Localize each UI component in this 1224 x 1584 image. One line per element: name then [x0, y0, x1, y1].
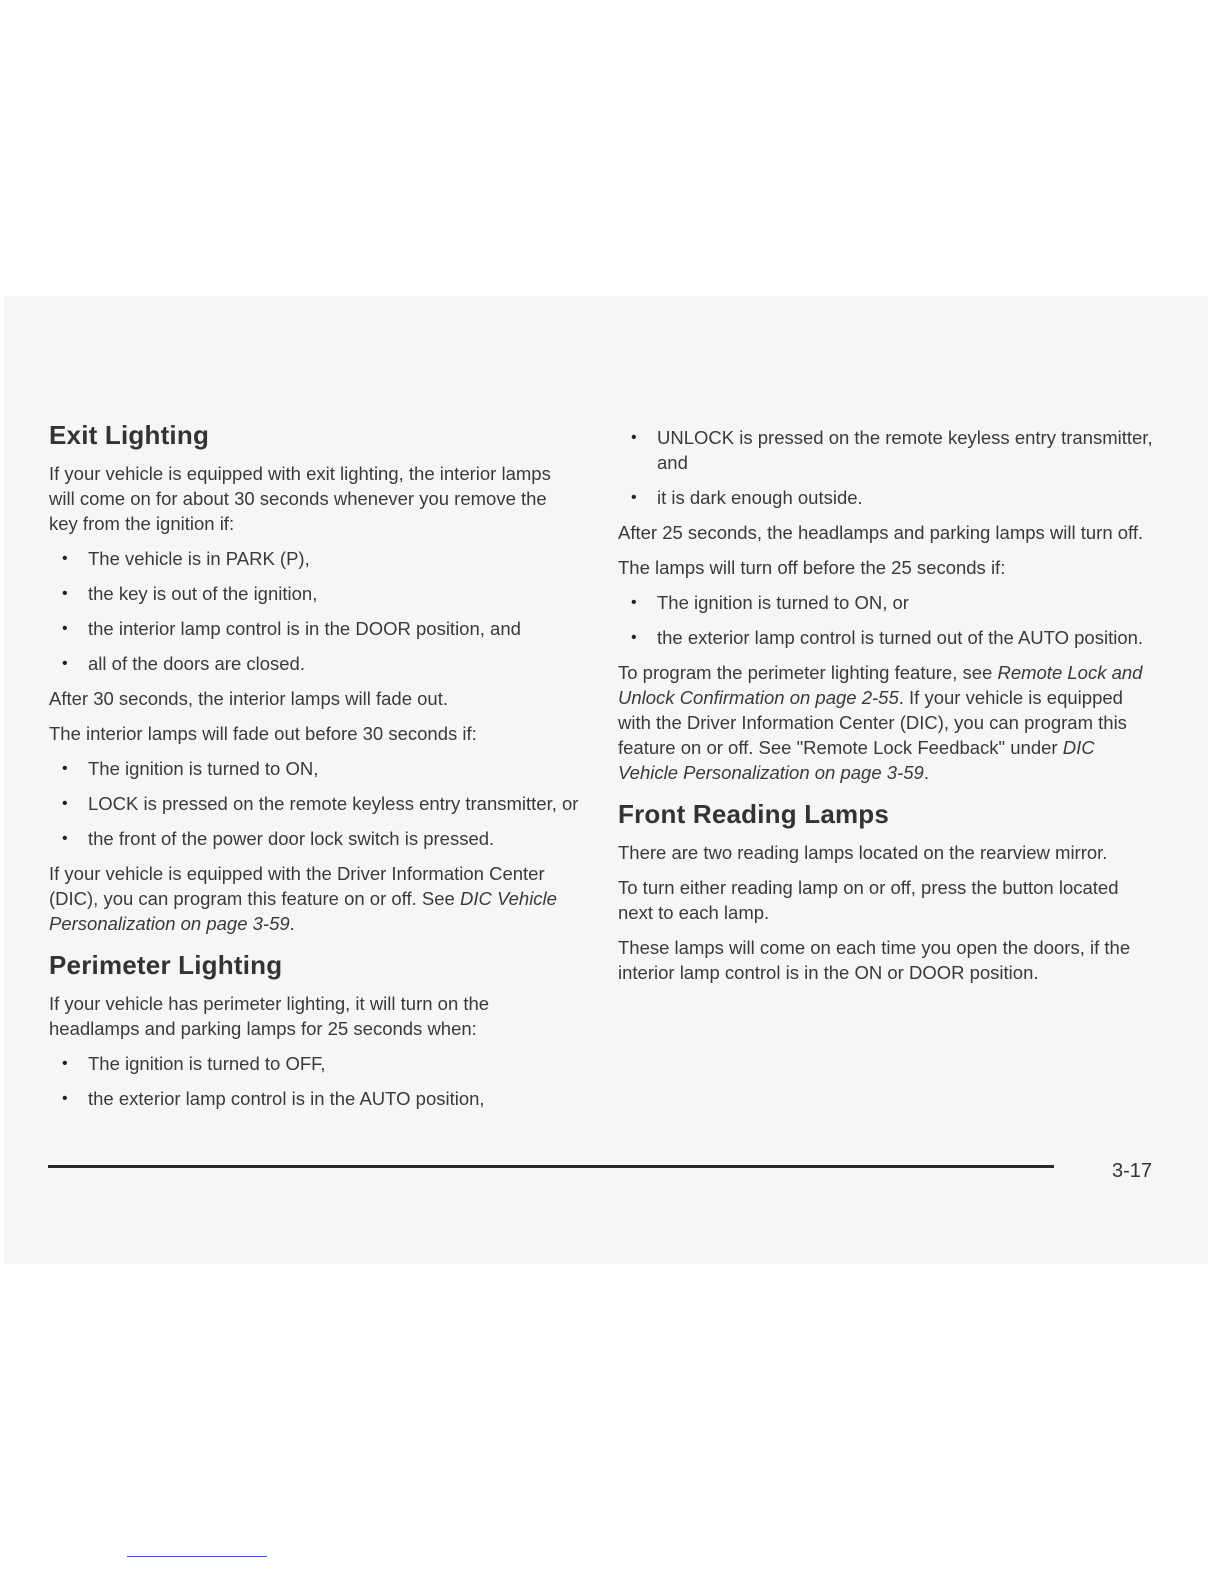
bullet-icon: • — [62, 550, 68, 567]
bullet-icon: • — [62, 1090, 68, 1107]
list-item: • LOCK is pressed on the remote keyless entry transmitter, or — [62, 793, 579, 814]
bullet-icon: • — [631, 429, 637, 446]
exit-lighting-intro: If your vehicle is equipped with exit lighting, the interior lamps will come on for about 30 seconds whenever you remove the key from the ignition if: — [49, 463, 551, 534]
perimeter-lighting-heading: Perimeter Lighting — [49, 950, 283, 980]
front-reading-lamps-heading: Front Reading Lamps — [618, 799, 890, 829]
perimeter-after-text: After 25 seconds, the headlamps and parking lamps will turn off. — [618, 522, 1144, 543]
list-item: • The vehicle is in PARK (P), — [62, 548, 310, 569]
perimeter-before-text: The lamps will turn off before the 25 seconds if: — [618, 557, 1006, 578]
exit-lighting-heading: Exit Lighting — [49, 420, 210, 450]
exit-before-text: The interior lamps will fade out before 30 seconds if: — [49, 723, 477, 744]
exit-after-text: After 30 seconds, the interior lamps will fade out. — [49, 688, 448, 709]
list-item: • the exterior lamp control is turned out of the AUTO position. — [631, 627, 1144, 648]
exit-fade-list — [49, 756, 579, 851]
list-item: • the interior lamp control is in the DOOR position, and — [62, 618, 521, 639]
reading-lamps-text-2: To turn either reading lamp on or off, press the button located next to each lamp. — [618, 877, 1119, 923]
list-item: • all of the doors are closed. — [62, 653, 305, 674]
reading-lamps-text-3: These lamps will come on each time you open the doors, if the interior lamp control is in the ON or DOOR position. — [618, 937, 1131, 983]
bullet-icon: • — [631, 594, 637, 611]
exit-conditions-list — [49, 546, 579, 676]
list-item: • the front of the power door lock switch is pressed. — [62, 828, 495, 849]
exit-dic-text: If your vehicle is equipped with the Driver Information Center (DIC), you can program this feature on or off. See DIC Vehicle Personalization on page 3-59. — [49, 863, 557, 934]
list-item: • the exterior lamp control is in the AUTO position, — [62, 1088, 485, 1109]
list-item: • The ignition is turned to OFF, — [62, 1053, 326, 1074]
right-column — [618, 425, 1158, 995]
dic-personalization-link[interactable]: DIC Vehicle Personalization on page 3-59 — [49, 888, 557, 934]
bullet-icon: • — [62, 795, 68, 812]
list-item: • The ignition is turned to ON, — [62, 758, 319, 779]
left-column — [49, 420, 579, 1121]
list-item: • UNLOCK is pressed on the remote keyless entry transmitter, and — [631, 427, 1153, 473]
list-item: • it is dark enough outside. — [631, 487, 863, 508]
bullet-icon: • — [62, 655, 68, 672]
bottom-link-underline — [127, 1556, 267, 1557]
bullet-icon: • — [62, 830, 68, 847]
reading-lamps-text-1: There are two reading lamps located on the rearview mirror. — [618, 842, 1108, 863]
list-item: • the key is out of the ignition, — [62, 583, 318, 604]
perimeter-off-list — [618, 590, 1158, 650]
list-item: • The ignition is turned to ON, or — [631, 592, 909, 613]
perimeter-conditions-list — [49, 1051, 579, 1111]
page-number: 3-17 — [1112, 1160, 1153, 1182]
bullet-icon: • — [631, 629, 637, 646]
bullet-icon: • — [62, 1055, 68, 1072]
bullet-icon: • — [62, 620, 68, 637]
bullet-icon: • — [631, 489, 637, 506]
footer-rule — [48, 1165, 1054, 1168]
perimeter-intro: If your vehicle has perimeter lighting, it will turn on the headlamps and parking lamps for 25 seconds when: — [49, 993, 490, 1039]
perimeter-continued-list — [618, 425, 1158, 510]
dic-personalization-link[interactable]: DIC Vehicle Personalization on page 3-59 — [618, 737, 1095, 783]
remote-lock-confirmation-link[interactable]: Remote Lock and Unlock Confirmation on page 2-55 — [618, 662, 1143, 708]
perimeter-program-text: To program the perimeter lighting feature, see Remote Lock and Unlock Confirmation on page 2-55. If your vehicle is equipped with the Driver Information Center (DIC), you can program this feature on or off. See "Remote Lock Feedback" under DIC Vehicle Personalization on page 3-59. — [618, 662, 1143, 783]
bullet-icon: • — [62, 585, 68, 602]
bullet-icon: • — [62, 760, 68, 777]
